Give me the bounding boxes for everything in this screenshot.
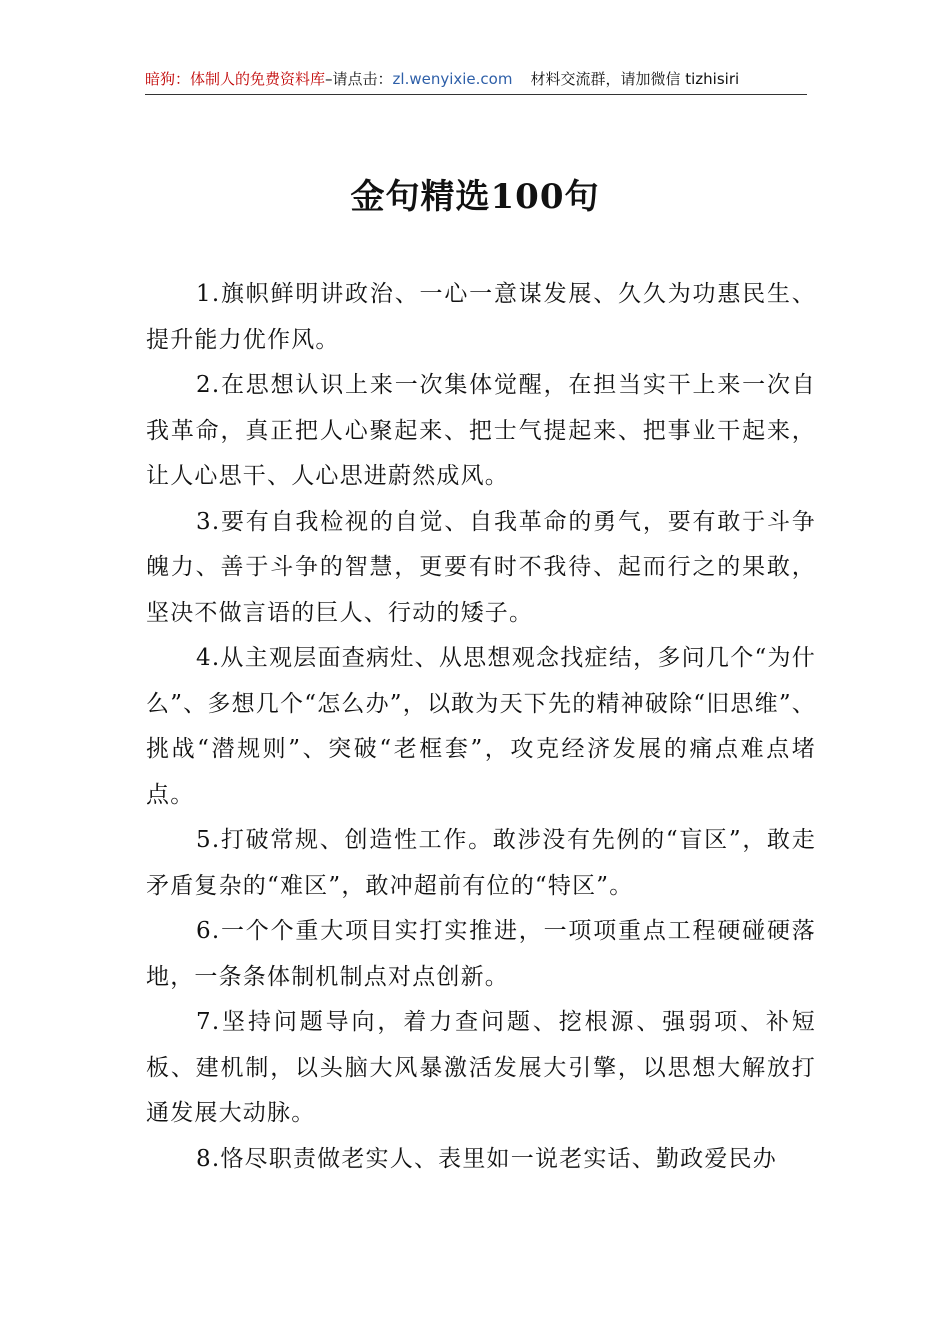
header-url-link[interactable]: zl.wenyixie.com: [392, 70, 513, 88]
header-group-label: 材料交流群，请加微信 tizhisiri: [530, 70, 740, 88]
paragraph-5: 5.打破常规、创造性工作。敢涉没有先例的“盲区”，敢走矛盾复杂的“难区”，敢冲超前有位的“特区”。: [146, 827, 816, 899]
document-title: 金句精选100句: [350, 177, 600, 217]
paragraph-4: 4.从主观层面查病灶、从思想观念找症结，多问几个“为什么”、多想几个“怎么办”，以敢为天下先的精神破除“旧思维”、挑战“潜规则”、突破“老框套”，攻克经济发展的痛点难点堵点。: [146, 645, 816, 808]
page-header: [145, 64, 807, 95]
paragraph-2: 2.在思想认识上来一次集体觉醒，在担当实干上来一次自我革命，真正把人心聚起来、把士气提起来、把事业干起来，让人心思干、人心思进蔚然成风。: [146, 372, 816, 489]
paragraph-6: 6.一个个重大项目实打实推进，一项项重点工程硬碰硬落地，一条条体制机制点对点创新。: [146, 918, 816, 990]
header-click-label: –请点击：: [325, 70, 393, 88]
paragraph-3: 3.要有自我检视的自觉、自我革命的勇气，要有敢于斗争魄力、善于斗争的智慧，更要有时不我待、起而行之的果敢，坚决不做言语的巨人、行动的矮子。: [146, 508, 816, 626]
paragraph-1: 1.旗帜鲜明讲政治、一心一意谋发展、久久为功惠民生、提升能力优作风。: [146, 281, 816, 353]
paragraph-7: 7.坚持问题导向，着力查问题、挖根源、强弱项、补短板、建机制，以头脑大风暴激活发展大引擎，以思想大解放打通发展大动脉。: [146, 1009, 816, 1126]
document-body: [146, 272, 816, 1182]
paragraph-8: 8.恪尽职责做老实人、表里如一说老实话、勤政爱民办: [196, 1145, 777, 1172]
header-site-label: 暗狗：体制人的免费资料库: [145, 70, 326, 88]
